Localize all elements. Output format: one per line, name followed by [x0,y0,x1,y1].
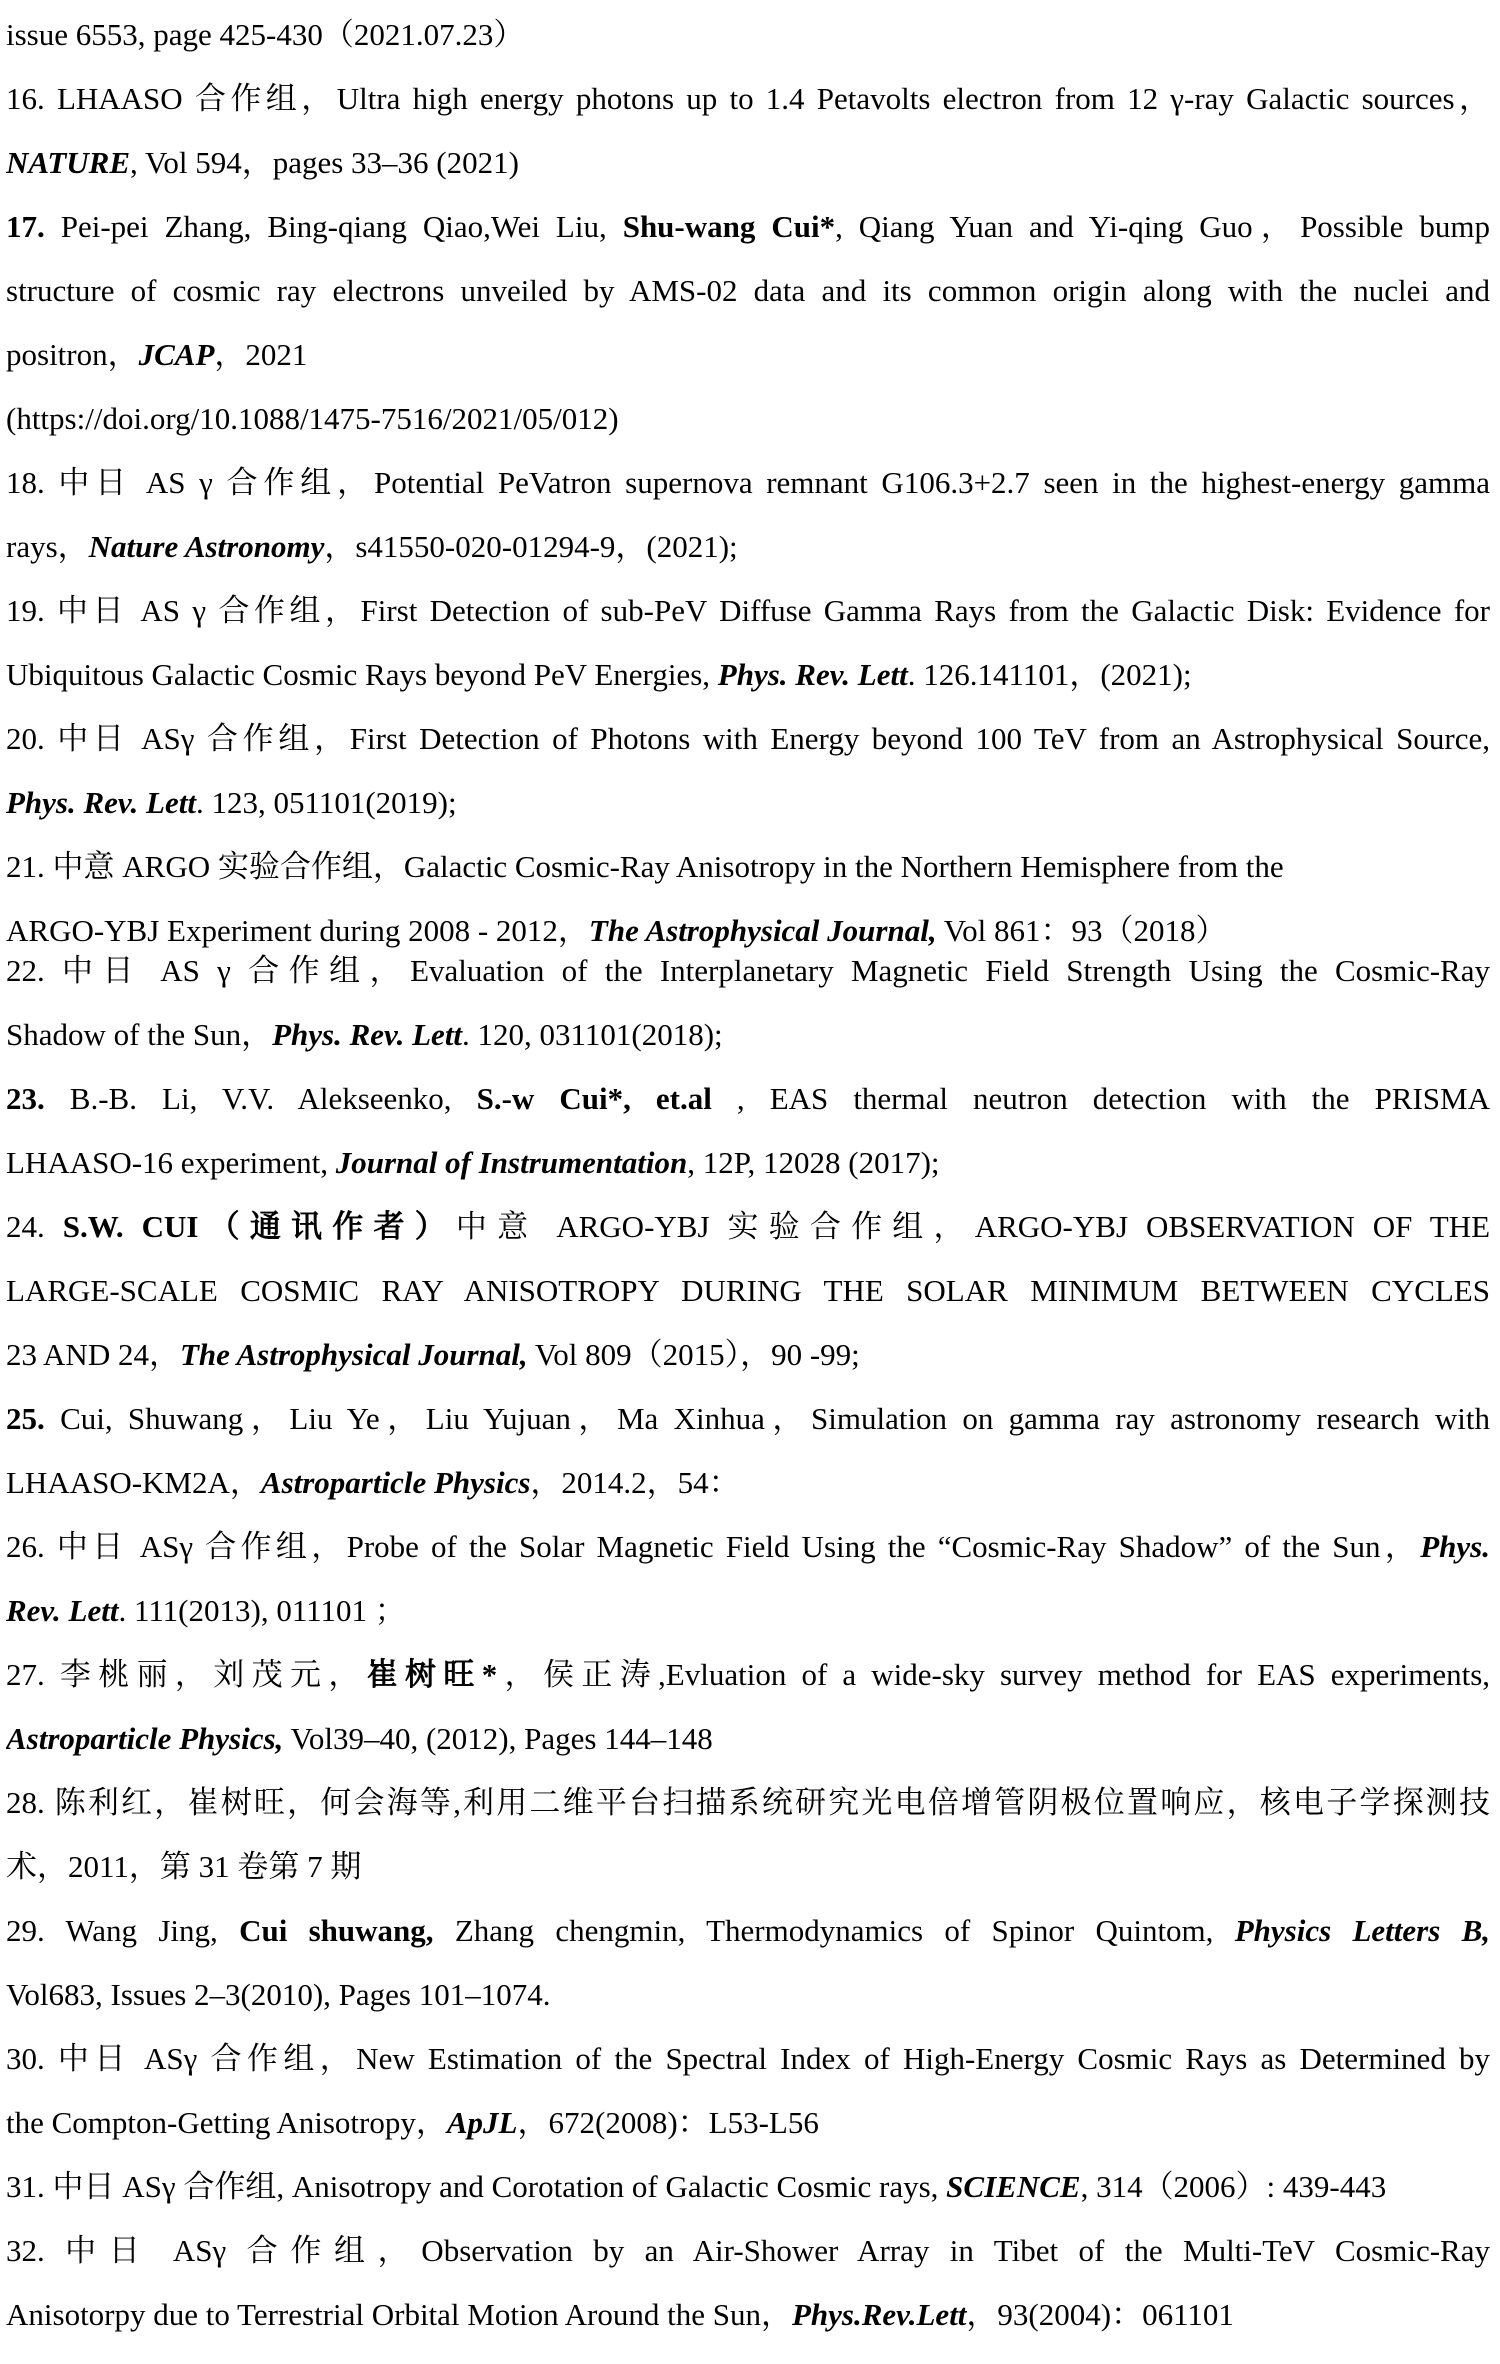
body-text: structure of cosmic ray electrons unveiled by AMS-02 data and its common origin along with the nuclei and [6,273,1490,308]
text-line [6,2027,1490,2091]
body-text: Cui, Shuwang，Liu Ye，Liu Yujuan，Ma Xinhua，Simulation on gamma ray astronomy research with [44,1401,1490,1436]
body-text: Vol683, Issues 2–3(2010), Pages 101–1074. [6,1977,551,2012]
body-text: , 314（2006）: 439-443 [1080,2169,1387,2204]
text-line [6,1771,1490,1835]
journal-name: Phys. Rev. Lett [272,1017,463,1052]
body-text: Pei-pei Zhang, Bing-qiang Qiao,Wei Liu, [44,209,623,244]
body-text: 19. 中日 AS γ 合作组，First Detection of sub-PeV Diffuse Gamma Rays from the Galactic Disk: Evidence for [6,593,1490,628]
journal-name: Astroparticle Physics [260,1465,531,1500]
body-text: ARGO-YBJ Experiment during 2008 - 2012， [6,913,589,948]
body-text: Vol 861：93（2018） [936,913,1227,948]
body-text: LHAASO-16 experiment, [6,1145,336,1180]
journal-name: SCIENCE [946,2169,1081,2204]
body-text: ，672(2008)：L53-L56 [517,2105,819,2140]
body-text: 32. 中日 ASγ 合作组，Observation by an Air-Shower Array in Tibet of the Multi-TeV Cosmic-Ray [6,2233,1490,2268]
body-text: 18. 中日 AS γ 合作组，Potential PeVatron supernova remnant G106.3+2.7 seen in the highest-energy gamma [6,465,1490,500]
text-line [6,1067,1490,1131]
body-text: issue 6553, page 425-430（2021.07.23） [6,17,525,52]
text-line [6,835,1490,899]
body-text: , 12P, 12028 (2017); [687,1145,940,1180]
body-text: Anisotorpy due to Terrestrial Orbital Motion Around the Sun， [6,2297,792,2332]
body-text: . 111(2013), 011101 ； [118,1593,406,1628]
body-text: ，93(2004)：061101 [966,2297,1234,2332]
text-line [6,579,1490,643]
emphasized-author: S.W. CUI（通讯作者） [62,1209,456,1244]
text-line [6,195,1490,259]
body-text: . 126.141101，(2021); [907,657,1192,692]
text-line [6,2283,1490,2347]
text-line [6,939,1490,1003]
journal-name: Physics Letters B, [1234,1913,1490,1948]
body-text: Zhang chengmin, Thermodynamics of Spinor Quintom, [433,1913,1235,1948]
journal-name: Journal of Instrumentation [335,1145,688,1180]
journal-name: Phys. [1420,1529,1490,1564]
text-line [6,131,1490,195]
emphasized-author: 25. [6,1401,45,1436]
text-line [6,1643,1490,1707]
body-text: positron， [6,337,139,372]
emphasized-author: Cui shuwang, [239,1913,434,1948]
body-text: LHAASO-KM2A， [6,1465,261,1500]
body-text: 术，2011，第 31 卷第 7 期 [6,1849,362,1884]
emphasized-author: S.-w Cui*, et.al [476,1081,712,1116]
body-text: 24. [6,1209,63,1244]
text-line [6,1899,1490,1963]
body-text: the Compton-Getting Anisotropy， [6,2105,447,2140]
journal-name: NATURE [6,145,131,180]
body-text: Vol39–40, (2012), Pages 144–148 [283,1721,713,1756]
body-text: , EAS thermal neutron detection with the PRISMA [711,1081,1490,1116]
journal-name: Astroparticle Physics, [6,1721,284,1756]
body-text: 23 AND 24， [6,1337,180,1372]
journal-name: The Astrophysical Journal, [179,1337,528,1372]
journal-name: Phys. Rev. Lett [6,785,196,820]
journal-name: Rev. Lett [6,1593,119,1628]
text-line [6,3,1490,67]
text-line [6,1579,1490,1643]
body-text: rays， [6,529,89,564]
text-line [6,1515,1490,1579]
journal-name: Phys. Rev. Lett [717,657,908,692]
journal-name: ApJL [446,2105,518,2140]
text-line [6,515,1490,579]
body-text: 21. 中意 ARGO 实验合作组，Galactic Cosmic-Ray Anisotropy in the Northern Hemisphere from the [6,849,1284,884]
journal-name: JCAP [138,337,215,372]
body-text: ，2014.2，54： [530,1465,740,1500]
body-text: B.-B. Li, V.V. Alekseenko, [44,1081,477,1116]
emphasized-author: 23. [6,1081,45,1116]
body-text: 16. LHAASO 合作组，Ultra high energy photons up to 1.4 Petavolts electron from 12 γ-ray Galactic sources， [6,81,1490,116]
text-line [6,643,1490,707]
body-text: 26. 中日 ASγ 合作组，Probe of the Solar Magnetic Field Using the “Cosmic-Ray Shadow” of the Sun， [6,1529,1421,1564]
body-text: LARGE-SCALE COSMIC RAY ANISOTROPY DURING THE SOLAR MINIMUM BETWEEN CYCLES [6,1273,1490,1308]
body-text: Ubiquitous Galactic Cosmic Rays beyond PeV Energies, [6,657,718,692]
body-text: 20. 中日 ASγ 合作组，First Detection of Photons with Energy beyond 100 TeV from an Astrophysical Source, [6,721,1490,756]
text-line [6,1963,1490,2027]
body-text: , Vol 594，pages 33–36 (2021) [130,145,519,180]
emphasized-author: Shu-wang Cui* [622,209,836,244]
body-text: 中意 ARGO-YBJ 实验合作组，ARGO-YBJ OBSERVATION OF THE [455,1209,1490,1244]
text-line [6,771,1490,835]
body-text: Shadow of the Sun， [6,1017,273,1052]
text-line [6,1131,1490,1195]
journal-name: The Astrophysical Journal, [588,913,937,948]
body-text: 27. 李桃丽，刘茂元， [6,1657,367,1692]
body-text: , Qiang Yuan and Yi-qing Guo，Possible bump [835,209,1490,244]
text-line [6,2219,1490,2283]
text-line [6,1387,1490,1451]
text-line [6,323,1490,387]
emphasized-author: 17. [6,209,45,244]
text-line [6,1707,1490,1771]
text-line [6,2155,1490,2219]
text-line [6,1195,1490,1259]
text-line [6,1835,1490,1899]
body-text: ，侯正涛,Evluation of a wide-sky survey method for EAS experiments, [497,1657,1490,1692]
text-line [6,451,1490,515]
text-line [6,1323,1490,1387]
body-text: Vol 809（2015），90 -99; [527,1337,860,1372]
body-text: . 120, 031101(2018); [462,1017,723,1052]
body-text: ，s41550-020-01294-9，(2021); [324,529,738,564]
body-text: 31. 中日 ASγ 合作组, Anisotropy and Corotation of Galactic Cosmic rays, [6,2169,947,2204]
body-text: (https://doi.org/10.1088/1475-7516/2021/05/012) [6,401,619,436]
text-line [6,1003,1490,1067]
text-line [6,707,1490,771]
text-line [6,259,1490,323]
emphasized-author: 崔树旺* [366,1657,498,1692]
text-line [6,1259,1490,1323]
body-text: 22. 中日 AS γ 合作组，Evaluation of the Interplanetary Magnetic Field Strength Using the Cosmic-Ray [6,953,1490,988]
journal-name: Nature Astronomy [88,529,325,564]
body-text: 29. Wang Jing, [6,1913,240,1948]
text-line [6,67,1490,131]
body-text: 28. 陈利红，崔树旺，何会海等,利用二维平台扫描系统研究光电倍增管阴极位置响应，核电子学探测技 [6,1785,1490,1820]
body-text: ，2021 [214,337,308,372]
journal-name: Phys.Rev.Lett [791,2297,967,2332]
publication-list [6,3,1490,2347]
body-text: . 123, 051101(2019); [195,785,457,820]
text-line [6,2091,1490,2155]
text-line [6,387,1490,451]
body-text: 30. 中日 ASγ 合作组，New Estimation of the Spectral Index of High-Energy Cosmic Rays as Determined by [6,2041,1490,2076]
text-line [6,1451,1490,1515]
